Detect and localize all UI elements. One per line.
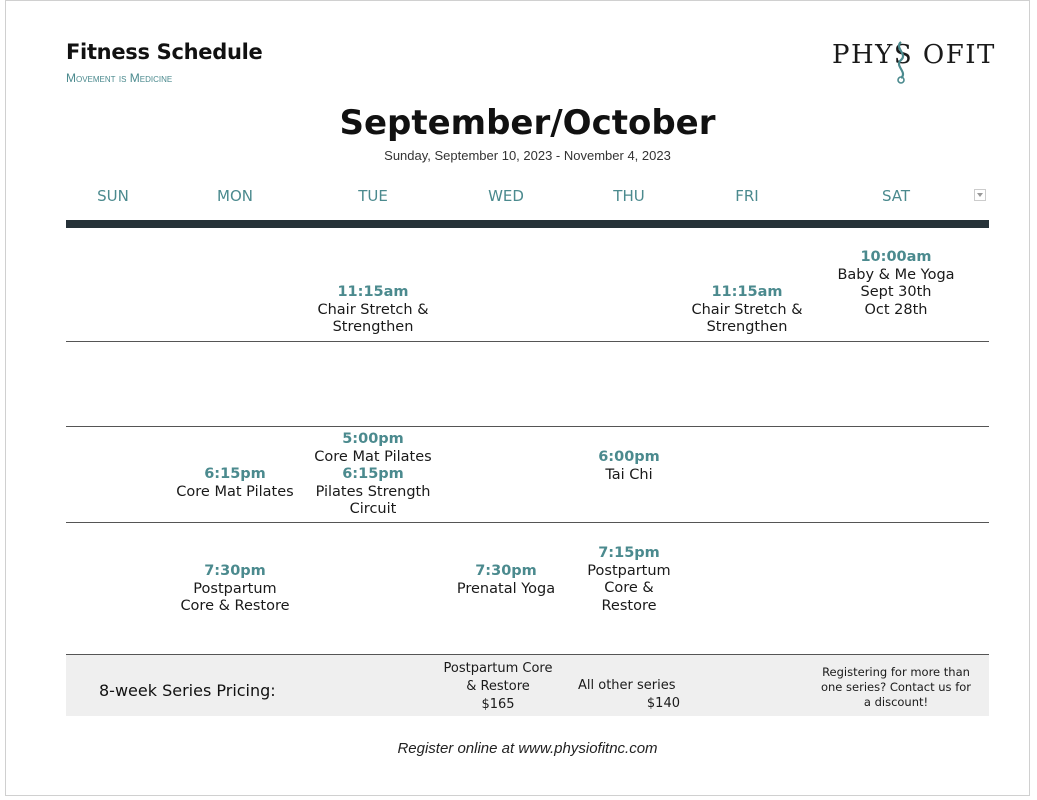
class-time: 11:15am xyxy=(711,284,783,300)
schedule-title: Fitness Schedule xyxy=(66,40,263,64)
class-name: Chair Stretch & xyxy=(317,301,429,318)
spine-icon xyxy=(888,40,914,86)
register-footer: Register online at www.physiofitnc.com xyxy=(397,740,658,757)
class-time: 7:15pm xyxy=(598,545,660,561)
discount-note-line: Registering for more than xyxy=(822,665,970,679)
class-name-2: Pilates Strength xyxy=(315,483,431,500)
month-heading: September/October xyxy=(339,103,716,143)
class-cell-fri-1115 xyxy=(672,284,822,337)
row-divider-3 xyxy=(66,522,989,523)
class-name: Core Mat Pilates xyxy=(176,483,294,500)
class-date-2: Oct 28th xyxy=(864,301,928,318)
other-series-price: $140 xyxy=(646,696,680,711)
class-name-cont: Strengthen xyxy=(332,319,414,335)
header-divider-bar xyxy=(66,220,989,228)
logo-text: PHYS OFIT xyxy=(832,40,996,70)
class-cell-thu-600 xyxy=(554,449,704,484)
date-range: Sunday, September 10, 2023 - November 4, 2023 xyxy=(384,148,671,163)
class-cell-tue-1115 xyxy=(298,284,448,337)
class-time: 7:30pm xyxy=(204,563,266,579)
day-header-mon: MON xyxy=(217,187,253,205)
class-name: Chair Stretch & xyxy=(691,301,803,318)
day-header-sat: SAT xyxy=(881,187,911,205)
day-header-fri: FRI xyxy=(735,187,759,205)
postpartum-pricing-name-cont: & Restore xyxy=(466,679,530,694)
class-cell-mon-615 xyxy=(160,466,310,501)
class-name: Postpartum xyxy=(193,580,277,597)
other-series-pricing xyxy=(578,677,680,713)
class-name: Postpartum xyxy=(587,562,671,579)
class-name-cont: Core & xyxy=(604,580,654,596)
class-time: 11:15am xyxy=(337,284,409,300)
class-time: 7:30pm xyxy=(475,563,537,579)
discount-note xyxy=(808,665,984,710)
day-header-sun: SUN xyxy=(97,187,129,205)
class-time: 5:00pm xyxy=(342,431,404,447)
class-cell-tue-evening xyxy=(298,431,448,519)
discount-note-line: a discount! xyxy=(863,695,929,709)
class-cell-sat-1000 xyxy=(821,249,971,319)
row-divider-1 xyxy=(66,341,989,342)
class-name: Prenatal Yoga xyxy=(456,580,556,597)
class-name: Core Mat Pilates xyxy=(314,448,432,465)
postpartum-pricing-name: Postpartum Core xyxy=(443,661,553,676)
row-divider-2 xyxy=(66,426,989,427)
day-header-thu: THU xyxy=(613,187,645,205)
class-time: 6:15pm xyxy=(204,466,266,482)
class-time: 6:00pm xyxy=(598,449,660,465)
class-name-cont: Core & Restore xyxy=(180,598,290,614)
day-header-tue: TUE xyxy=(358,187,388,205)
class-date-1: Sept 30th xyxy=(860,284,932,300)
physiofit-logo xyxy=(832,40,996,70)
class-name-cont-2: Restore xyxy=(601,597,657,614)
postpartum-pricing xyxy=(430,660,566,714)
day-header-wed: WED xyxy=(488,187,524,205)
class-name-cont: Strengthen xyxy=(706,319,788,335)
class-time-2: 6:15pm xyxy=(342,466,404,482)
class-cell-thu-715 xyxy=(554,545,704,615)
filter-dropdown-button[interactable] xyxy=(974,189,986,201)
postpartum-price: $165 xyxy=(481,697,515,712)
class-name-2-cont: Circuit xyxy=(349,501,397,517)
class-name: Baby & Me Yoga xyxy=(837,266,955,283)
class-name: Tai Chi xyxy=(605,466,653,483)
tagline: Movement is Medicine xyxy=(66,71,173,85)
class-cell-mon-730 xyxy=(160,563,310,616)
pricing-label: 8-week Series Pricing: xyxy=(99,681,276,700)
class-time: 10:00am xyxy=(860,249,932,265)
other-series-label: All other series xyxy=(578,678,676,693)
discount-note-line: one series? Contact us for xyxy=(820,680,972,694)
